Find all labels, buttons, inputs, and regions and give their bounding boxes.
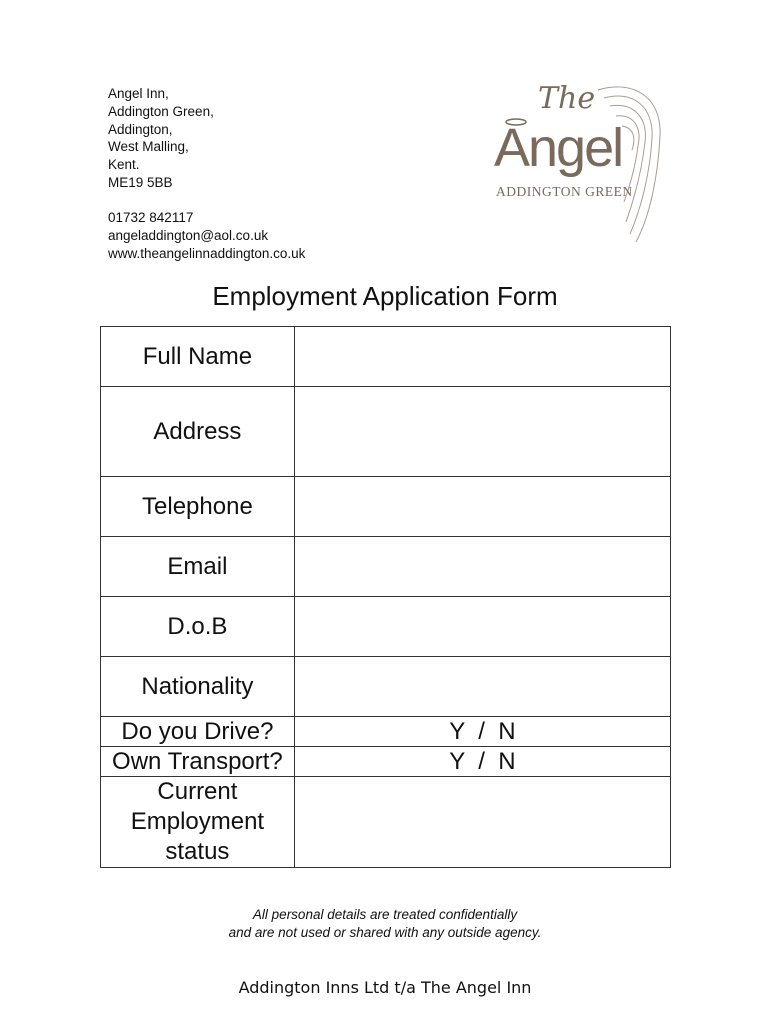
table-row: [101, 387, 671, 477]
transport-label: Own Transport?: [101, 747, 295, 777]
company-footer: Addington Inns Ltd t/a The Angel Inn: [238, 978, 532, 997]
address-line: Addington Green,: [108, 103, 214, 119]
angel-logo: [490, 76, 670, 246]
address-field[interactable]: [294, 387, 670, 477]
address-line: Addington,: [108, 121, 173, 137]
nationality-label: Nationality: [101, 657, 295, 717]
address-line: Kent.: [108, 157, 140, 173]
table-row: [101, 477, 671, 537]
website-address: www.theangelinnaddington.co.uk: [108, 245, 306, 261]
employment-label-line: status: [165, 838, 230, 865]
email-field[interactable]: [294, 537, 670, 597]
full-name-field[interactable]: [294, 327, 670, 387]
address-label: Address: [101, 387, 295, 477]
privacy-notice-line: All personal details are treated confidentially: [252, 907, 518, 922]
full-name-label: Full Name: [101, 327, 295, 387]
employment-label-line: Current: [157, 778, 238, 805]
privacy-notice: [0, 906, 770, 942]
nationality-field[interactable]: [294, 657, 670, 717]
logo-angel-text: Angel: [494, 118, 623, 178]
phone-number: 01732 842117: [108, 210, 194, 225]
logo-the-text: The: [538, 81, 596, 116]
address-line: ME19 5BB: [108, 174, 173, 190]
employment-status-field[interactable]: [294, 777, 670, 868]
table-row: [101, 747, 671, 777]
logo-subtitle-text: ADDINGTON GREEN: [496, 184, 633, 199]
email-label: Email: [101, 537, 295, 597]
employment-label-line: Employment: [130, 808, 265, 835]
telephone-label: Telephone: [101, 477, 295, 537]
table-row: [101, 537, 671, 597]
business-address: [108, 85, 214, 192]
drive-label: Do you Drive?: [101, 717, 295, 747]
form-title: Employment Application Form: [212, 281, 558, 311]
address-line: West Malling,: [108, 139, 189, 155]
table-row: [101, 327, 671, 387]
contact-details: [108, 209, 305, 262]
employment-status-label: [101, 777, 295, 868]
table-row: [101, 777, 671, 868]
table-row: [101, 717, 671, 747]
telephone-field[interactable]: [294, 477, 670, 537]
dob-label: D.o.B: [101, 597, 295, 657]
privacy-notice-line: and are not used or shared with any outside agency.: [228, 925, 542, 940]
transport-yes-no[interactable]: Y / N: [294, 747, 670, 777]
email-address: angeladdington@aol.co.uk: [108, 227, 269, 243]
application-form-table: [100, 326, 671, 868]
dob-field[interactable]: [294, 597, 670, 657]
table-row: [101, 657, 671, 717]
drive-yes-no[interactable]: Y / N: [294, 717, 670, 747]
address-line: Angel Inn,: [108, 86, 169, 101]
table-row: [101, 597, 671, 657]
